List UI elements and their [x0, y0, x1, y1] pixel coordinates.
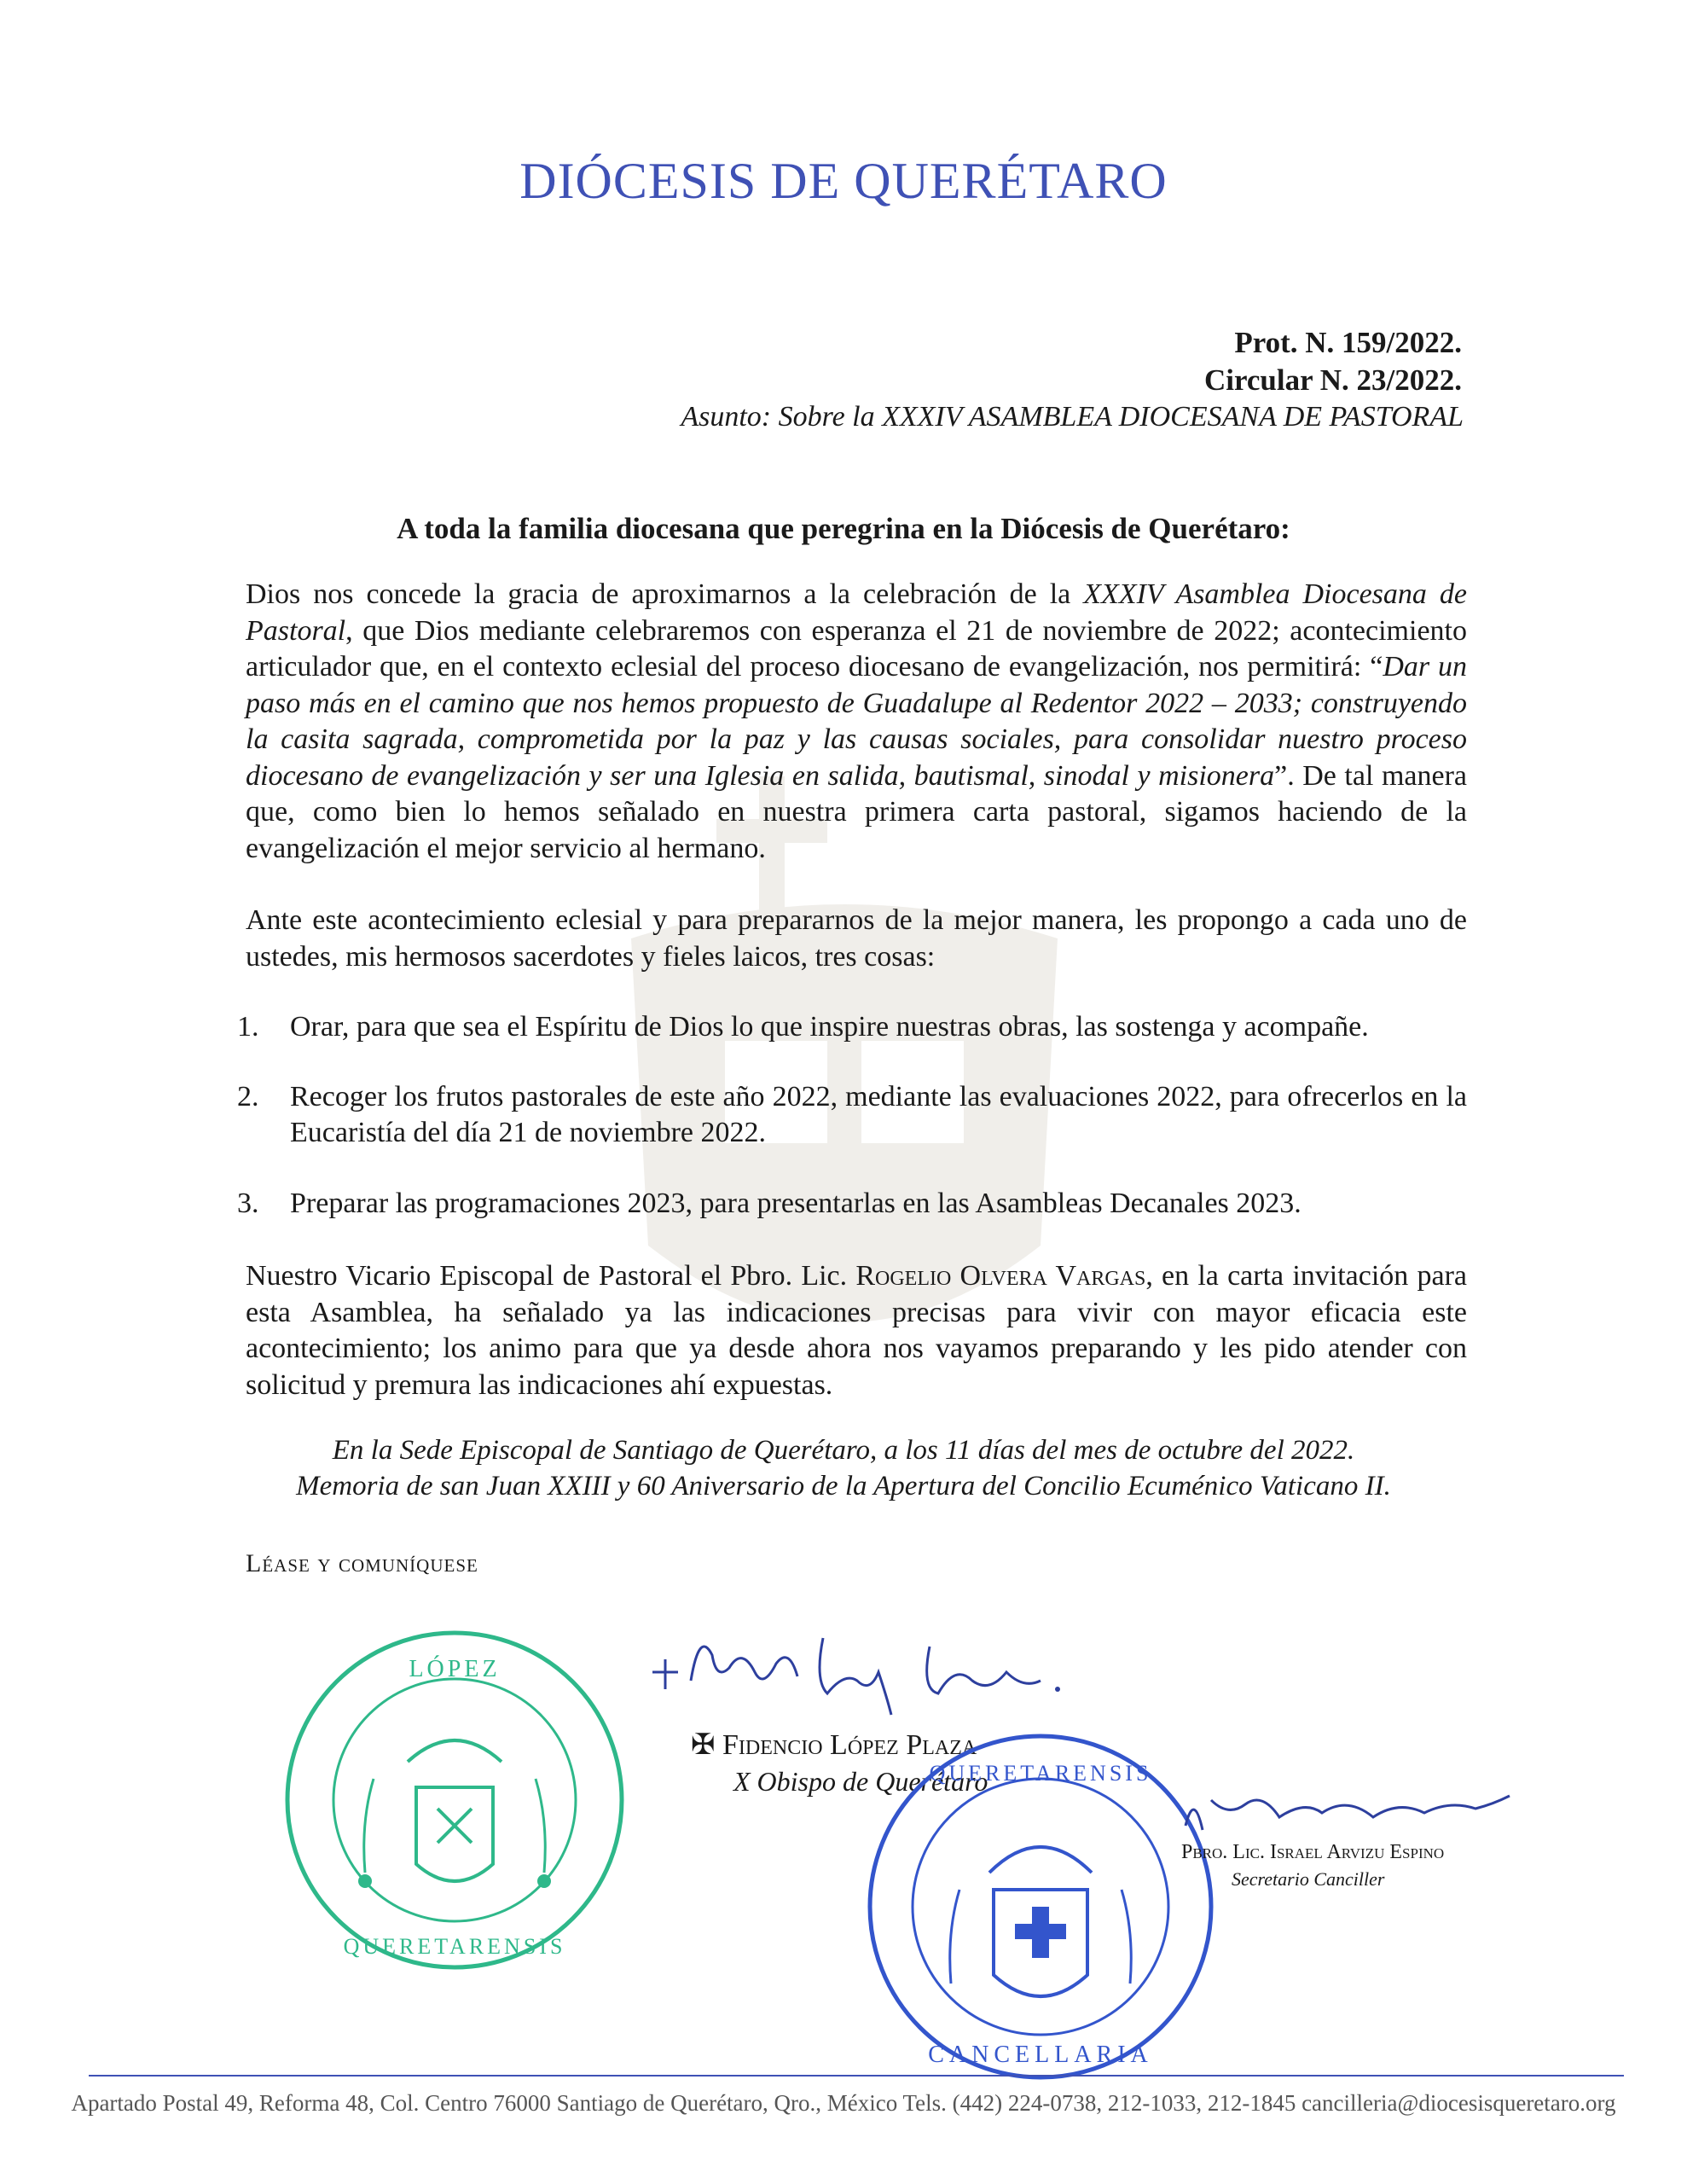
footer-contact: Apartado Postal 49, Reforma 48, Col. Centro 76000 Santiago de Querétaro, Qro., México Tels. (442) 224-0738, 212-1033, 212-1845 cancilleria@diocesisqueretaro.org — [71, 2090, 1616, 2116]
quoted-objective: Dar un paso más en el camino que nos hemos propuesto de Guadalupe al Redentor 2022 – 2033; construyendo la casita sagrada, comprometida por la paz y las causas sociales, para consolidar nuestro proceso diocesano de evangelización y ser una Iglesia en salida, bautismal, sinodal y misionera — [246, 651, 1468, 792]
list-text: Preparar las programaciones 2023, para presentarlas en las Asambleas Decanales 2023. — [290, 1188, 1301, 1219]
closing-line-1: En la Sede Episcopal de Santiago de Querétaro, a los 11 días del mes de octubre del 2022. — [332, 1435, 1355, 1466]
list-item — [237, 1186, 1467, 1222]
chancery-seal-icon — [861, 1728, 1220, 2086]
subject-line: Asunto: Sobre la XXXIV ASAMBLEA DIOCESANA DE PASTORAL — [681, 401, 1464, 433]
paragraph-1-text: , que Dios mediante celebraremos con esperanza el 21 de noviembre de 2022; acontecimiento articulador que, en el contexto eclesial del proceso diocesano de evangelización, nos permitirá: “ — [246, 614, 1467, 682]
secretary-title: Secretario Canciller — [1232, 1868, 1385, 1890]
secretary-signature — [1177, 1783, 1518, 1843]
assembly-name: XXXIV Asamblea Diocesana de Pastoral — [246, 578, 1468, 647]
closing-line-2: Memoria de san Juan XXIII y 60 Aniversario de la Apertura del Concilio Ecuménico Vaticano II. — [296, 1471, 1391, 1502]
circular-number: Circular N. 23/2022. — [1203, 363, 1462, 397]
salutation: A toda la familia diocesana que peregrina en la Diócesis de Querétaro: — [397, 512, 1290, 545]
list-item — [237, 1009, 1467, 1045]
paragraph-1 — [246, 577, 1467, 867]
list-item — [237, 1079, 1467, 1151]
list-number: 1. — [237, 1011, 259, 1043]
episcopal-seal-icon — [280, 1625, 629, 1975]
svg-text:LÓPEZ: LÓPEZ — [409, 1656, 501, 1682]
protocol-number: Prot. N. 159/2022. — [1234, 326, 1462, 359]
list-text: Recoger los frutos pastorales de este año 2022, mediante las evaluaciones 2022, para ofrecerlos en la Eucaristía del día 21 de noviembre 2022. — [290, 1081, 1467, 1148]
paragraph-1-text: Dios nos concede la gracia de aproximarnos a la celebración de la — [246, 578, 1084, 610]
paragraph-3-text: Nuestro Vicario Episcopal de Pastoral el Pbro. Lic. — [246, 1260, 856, 1292]
page-title: DIÓCESIS DE QUERÉTARO — [519, 153, 1168, 209]
list-number: 2. — [237, 1081, 259, 1112]
svg-text:QUERETARENSIS: QUERETARENSIS — [343, 1934, 566, 1959]
vicar-name: Rogelio Olvera Vargas — [855, 1260, 1146, 1292]
svg-text:QUERETARENSIS: QUERETARENSIS — [929, 1761, 1152, 1786]
svg-text:CANCELLARIA: CANCELLARIA — [928, 2042, 1153, 2068]
paragraph-1-text: ”. De tal manera que, como bien lo hemos señalado en nuestra primera carta pastoral, sigamos haciendo de la evangelización el mejor servicio al hermano. — [246, 759, 1467, 864]
list-number: 3. — [237, 1188, 259, 1219]
lease-line: Léase y comuníquese — [246, 1549, 478, 1577]
bishop-name: ✠ Fidencio López Plaza — [691, 1729, 977, 1761]
footer-divider — [89, 2075, 1624, 2077]
paragraph-3-text: , en la carta invitación para esta Asamblea, ha señalado ya las indicaciones precisas para vivir con mayor eficacia este acontecimiento; los animo para que ya desde ahora nos vayamos preparando y les pido atender con solicitud y premura las indicaciones ahí expuestas. — [246, 1260, 1468, 1401]
secretary-name: Pbro. Lic. Israel Arvizu Espino — [1181, 1841, 1445, 1863]
bishop-signature — [648, 1621, 1092, 1723]
paragraph-3 — [246, 1258, 1467, 1403]
paragraph-2: Ante este acontecimiento eclesial y para prepararnos de la mejor manera, les propongo a cada uno de ustedes, mis hermosos sacerdotes y fieles laicos, tres cosas: — [246, 904, 1467, 973]
list-text: Orar, para que sea el Espíritu de Dios lo que inspire nuestras obras, las sostenga y acompañe. — [290, 1011, 1369, 1043]
bishop-title: X Obispo de Querétaro — [733, 1766, 988, 1797]
